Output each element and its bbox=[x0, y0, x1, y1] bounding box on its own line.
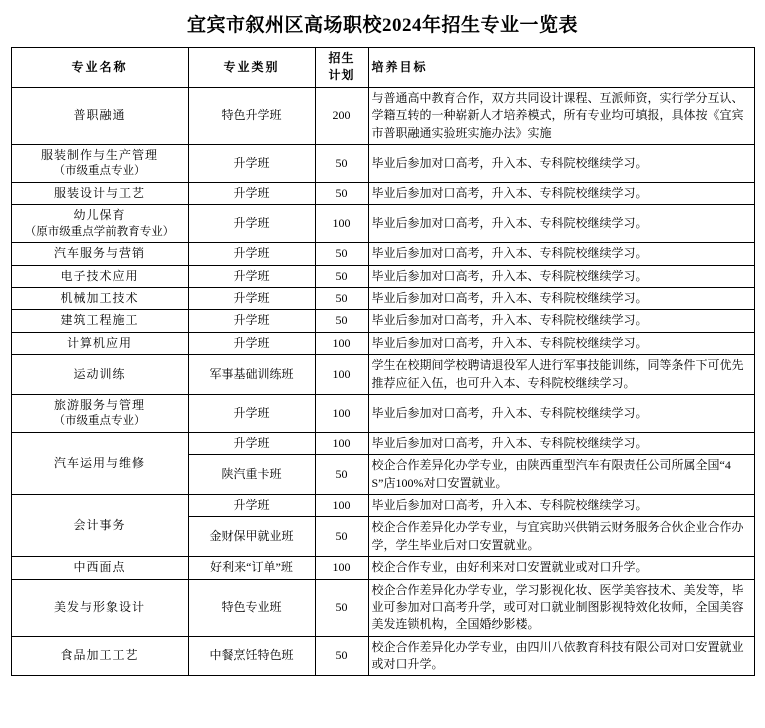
table-row bbox=[11, 557, 754, 579]
cell-enrollment-plan: 100 bbox=[315, 557, 368, 579]
cell-enrollment-plan: 100 bbox=[315, 494, 368, 516]
major-name-text: 汽车运用与维修 bbox=[53, 455, 145, 470]
cell-training-goal: 校企合作差异化办学专业，学习影视化妆、医学美容技术、美发等，毕业可参加对口高考升学，或可对口就业制图影视特效化妆师，全国美容美发连锁机构，全国婚纱影楼。 bbox=[368, 579, 754, 636]
cell-enrollment-plan: 100 bbox=[315, 394, 368, 432]
major-name-text: 建筑工程施工 bbox=[60, 313, 139, 328]
column-header-goal: 培养目标 bbox=[368, 48, 754, 88]
cell-training-goal: 毕业后参加对口高考，升入本、专科院校继续学习。 bbox=[368, 205, 754, 243]
major-name-text: 运动训练 bbox=[73, 366, 126, 381]
table-row bbox=[11, 494, 754, 516]
cell-training-goal: 毕业后参加对口高考，升入本、专科院校继续学习。 bbox=[368, 394, 754, 432]
cell-major-name bbox=[11, 394, 188, 432]
cell-training-goal: 与普通高中教育合作，双方共同设计课程、互派师资，实行学分互认、学籍互转的一种崭新人才培养模式，所有专业均可填报，具体按《宜宾市普职融通实验班实施办法》实施 bbox=[368, 87, 754, 144]
major-name-subtext: （市级重点专业） bbox=[53, 415, 146, 428]
cell-training-goal: 毕业后参加对口高考，升入本、专科院校继续学习。 bbox=[368, 332, 754, 354]
cell-enrollment-plan: 50 bbox=[315, 287, 368, 309]
major-name-text: 会计事务 bbox=[73, 517, 126, 532]
column-header-name: 专业名称 bbox=[11, 48, 188, 88]
cell-major-type: 升学班 bbox=[188, 243, 315, 265]
major-name-subtext: （市级重点专业） bbox=[53, 165, 146, 178]
cell-enrollment-plan: 50 bbox=[315, 517, 368, 557]
cell-major-type: 升学班 bbox=[188, 287, 315, 309]
cell-major-type: 升学班 bbox=[188, 432, 315, 454]
cell-enrollment-plan: 50 bbox=[315, 265, 368, 287]
cell-major-type: 陕汽重卡班 bbox=[188, 455, 315, 495]
cell-training-goal: 学生在校期间学校聘请退役军人进行军事技能训练，同等条件下可优先推荐应征入伍，也可升入本、专科院校继续学习。 bbox=[368, 355, 754, 395]
cell-training-goal: 毕业后参加对口高考，升入本、专科院校继续学习。 bbox=[368, 265, 754, 287]
cell-enrollment-plan: 200 bbox=[315, 87, 368, 144]
cell-major-type: 升学班 bbox=[188, 205, 315, 243]
table-body bbox=[11, 87, 754, 676]
table-row bbox=[11, 394, 754, 432]
cell-major-type: 升学班 bbox=[188, 494, 315, 516]
cell-major-name bbox=[11, 355, 188, 395]
major-name-text: 服装设计与工艺 bbox=[53, 185, 145, 200]
cell-enrollment-plan: 50 bbox=[315, 455, 368, 495]
cell-enrollment-plan: 50 bbox=[315, 310, 368, 332]
major-name-text: 电子技术应用 bbox=[60, 268, 139, 283]
cell-major-name bbox=[11, 310, 188, 332]
cell-major-name bbox=[11, 432, 188, 494]
cell-enrollment-plan: 100 bbox=[315, 332, 368, 354]
cell-major-name bbox=[11, 332, 188, 354]
table-row bbox=[11, 636, 754, 676]
cell-major-name bbox=[11, 205, 188, 243]
cell-training-goal: 毕业后参加对口高考，升入本、专科院校继续学习。 bbox=[368, 494, 754, 516]
major-name-subtext: （原市级重点学前教育专业） bbox=[24, 225, 175, 238]
major-name-text: 幼儿保育 bbox=[73, 208, 126, 223]
table-row bbox=[11, 243, 754, 265]
cell-major-name bbox=[11, 87, 188, 144]
major-name-text: 普职融通 bbox=[73, 108, 126, 123]
cell-major-name bbox=[11, 636, 188, 676]
page-title: 宜宾市叙州区高场职校2024年招生专业一览表 bbox=[186, 15, 578, 36]
cell-training-goal: 毕业后参加对口高考，升入本、专科院校继续学习。 bbox=[368, 310, 754, 332]
cell-training-goal: 校企合作差异化办学专业，由四川八依教育科技有限公司对口安置就业或对口升学。 bbox=[368, 636, 754, 676]
table-row bbox=[11, 144, 754, 182]
column-header-plan-line2: 计划 bbox=[328, 68, 355, 83]
majors-table bbox=[11, 47, 755, 676]
cell-enrollment-plan: 50 bbox=[315, 636, 368, 676]
column-header-plan-line1: 招生 bbox=[328, 51, 355, 65]
cell-training-goal: 校企合作差异化办学专业，由陕西重型汽车有限责任公司所属全国“4S”店100%对口安置就业。 bbox=[368, 455, 754, 495]
cell-training-goal: 毕业后参加对口高考，升入本、专科院校继续学习。 bbox=[368, 432, 754, 454]
major-name-text: 汽车服务与营销 bbox=[53, 246, 145, 261]
cell-major-name bbox=[11, 243, 188, 265]
table-row bbox=[11, 87, 754, 144]
table-row bbox=[11, 579, 754, 636]
table-row bbox=[11, 205, 754, 243]
cell-major-name bbox=[11, 182, 188, 204]
cell-major-name bbox=[11, 557, 188, 579]
cell-training-goal: 校企合作专业，由好利来对口安置就业或对口升学。 bbox=[368, 557, 754, 579]
column-header-type: 专业类别 bbox=[188, 48, 315, 88]
table-row bbox=[11, 287, 754, 309]
cell-major-type: 升学班 bbox=[188, 332, 315, 354]
major-name-text: 美发与形象设计 bbox=[53, 599, 145, 614]
cell-major-name bbox=[11, 265, 188, 287]
cell-major-type: 特色专业班 bbox=[188, 579, 315, 636]
cell-major-type: 升学班 bbox=[188, 265, 315, 287]
cell-major-type: 军事基础训练班 bbox=[188, 355, 315, 395]
cell-enrollment-plan: 100 bbox=[315, 205, 368, 243]
table-row bbox=[11, 182, 754, 204]
cell-major-name bbox=[11, 287, 188, 309]
cell-training-goal: 校企合作差异化办学专业，与宜宾助兴供销云财务服务合伙企业合作办学，学生毕业后对口安置就业。 bbox=[368, 517, 754, 557]
major-name-text: 食品加工工艺 bbox=[60, 648, 139, 663]
cell-training-goal: 毕业后参加对口高考，升入本、专科院校继续学习。 bbox=[368, 243, 754, 265]
major-name-text: 服装制作与生产管理 bbox=[40, 147, 158, 162]
table-header bbox=[11, 48, 754, 88]
cell-training-goal: 毕业后参加对口高考，升入本、专科院校继续学习。 bbox=[368, 144, 754, 182]
cell-major-type: 升学班 bbox=[188, 182, 315, 204]
cell-enrollment-plan: 100 bbox=[315, 432, 368, 454]
cell-major-name bbox=[11, 494, 188, 556]
table-header-row bbox=[11, 48, 754, 88]
cell-enrollment-plan: 50 bbox=[315, 144, 368, 182]
cell-major-type: 金财保甲就业班 bbox=[188, 517, 315, 557]
table-row bbox=[11, 332, 754, 354]
major-name-text: 机械加工技术 bbox=[60, 290, 139, 305]
cell-major-type: 好利来“订单”班 bbox=[188, 557, 315, 579]
table-row bbox=[11, 265, 754, 287]
cell-major-type: 中餐烹饪特色班 bbox=[188, 636, 315, 676]
cell-major-type: 特色升学班 bbox=[188, 87, 315, 144]
cell-enrollment-plan: 50 bbox=[315, 182, 368, 204]
table-row bbox=[11, 355, 754, 395]
major-name-text: 计算机应用 bbox=[66, 335, 132, 350]
cell-enrollment-plan: 50 bbox=[315, 243, 368, 265]
table-row bbox=[11, 432, 754, 454]
cell-enrollment-plan: 50 bbox=[315, 579, 368, 636]
major-name-text: 旅游服务与管理 bbox=[53, 397, 145, 412]
cell-major-name bbox=[11, 144, 188, 182]
column-header-plan bbox=[315, 48, 368, 88]
cell-major-type: 升学班 bbox=[188, 310, 315, 332]
cell-major-type: 升学班 bbox=[188, 144, 315, 182]
cell-enrollment-plan: 100 bbox=[315, 355, 368, 395]
cell-training-goal: 毕业后参加对口高考，升入本、专科院校继续学习。 bbox=[368, 287, 754, 309]
major-name-text: 中西面点 bbox=[73, 560, 126, 575]
cell-training-goal: 毕业后参加对口高考，升入本、专科院校继续学习。 bbox=[368, 182, 754, 204]
cell-major-type: 升学班 bbox=[188, 394, 315, 432]
cell-major-name bbox=[11, 579, 188, 636]
table-row bbox=[11, 310, 754, 332]
